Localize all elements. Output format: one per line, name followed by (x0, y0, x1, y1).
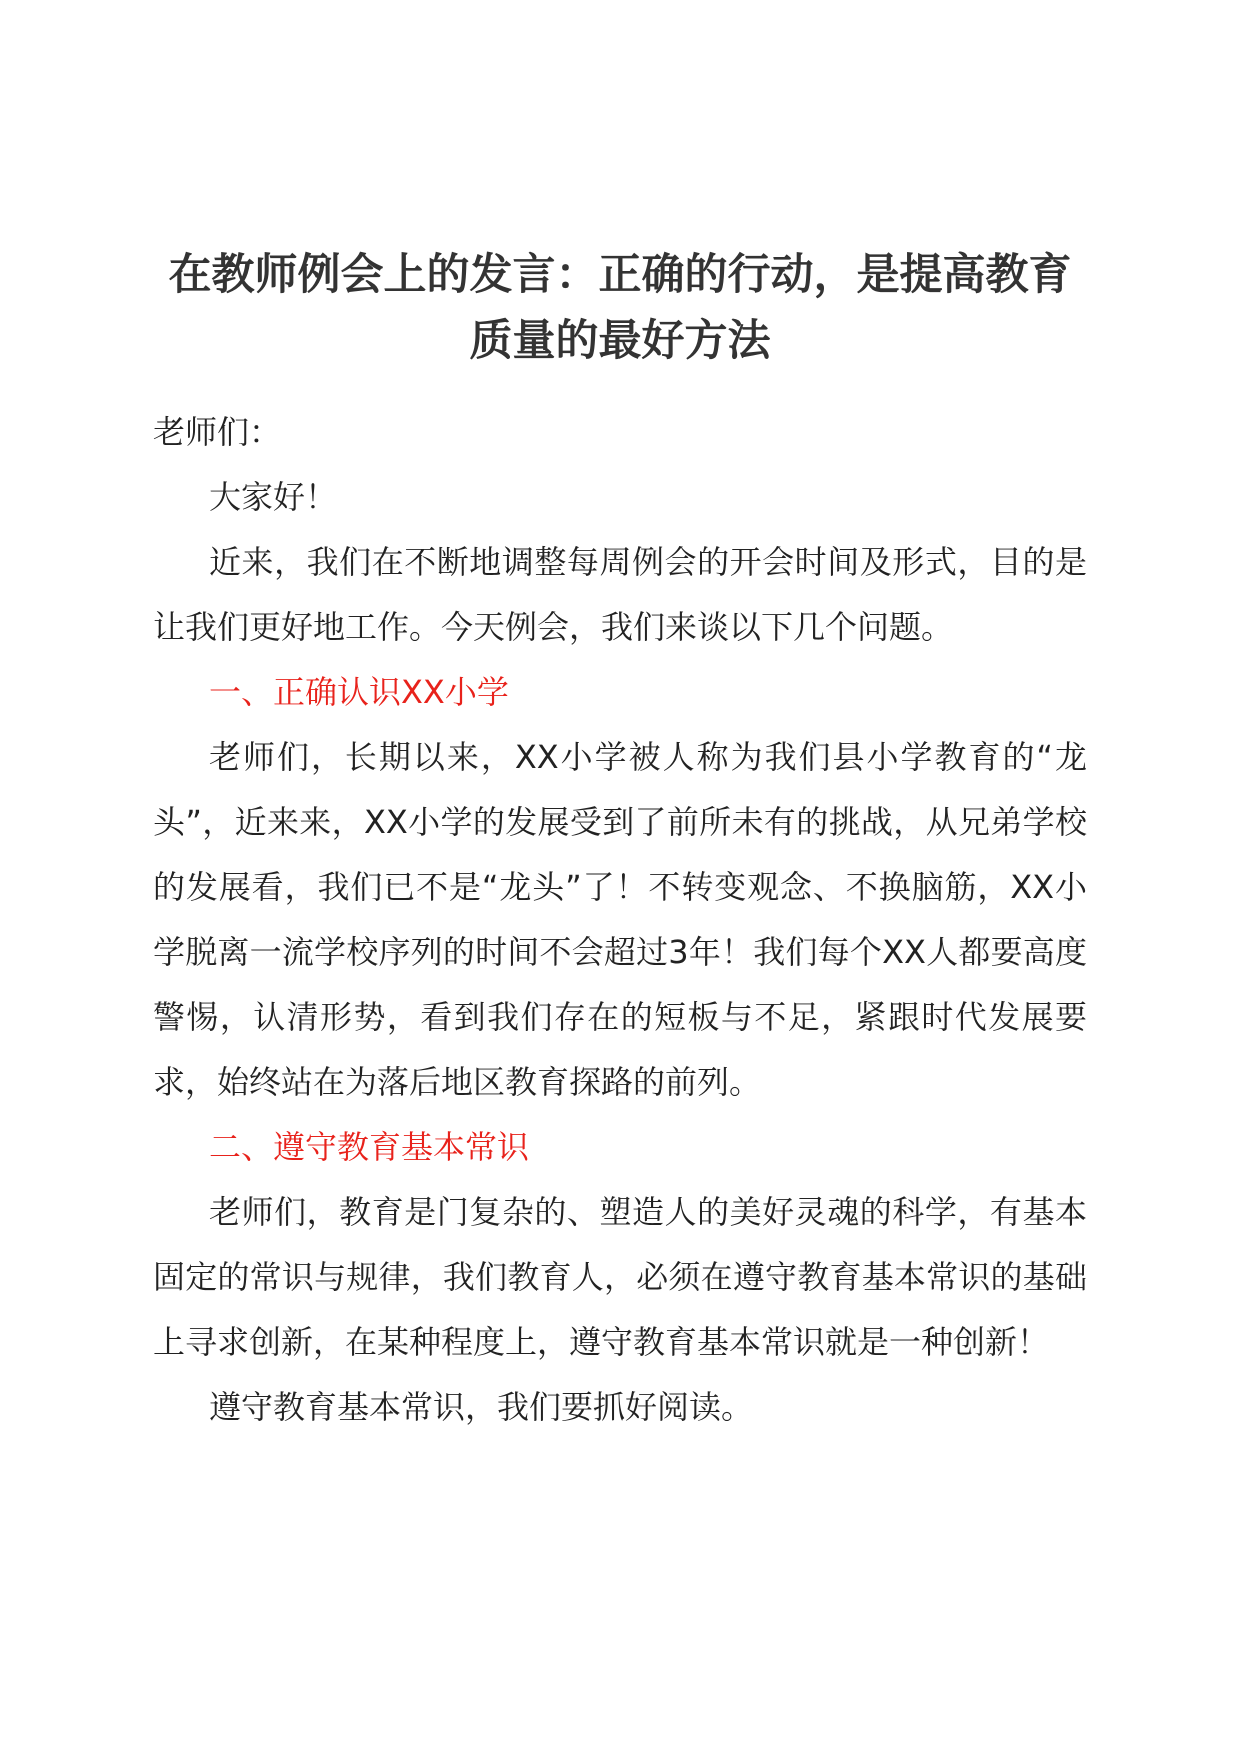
section-heading-1: 一、正确认识XX小学 (209, 673, 509, 711)
section-1-paragraph: 老师们，长期以来，XX小学被人称为我们县小学教育的“龙头”，近来来，XX小学的发展受到了前所未有的挑战，从兄弟学校的发展看，我们已不是“龙头”了！不转变观念、不换脑筋，XX小学脱离一流学校序列的时间不会超过3年！我们每个XX人都要高度警惕，认清形势，看到我们存在的短板与不足，紧跟时代发展要求，始终站在为落后地区教育探路的前列。 (153, 738, 1087, 1101)
greeting: 大家好！ (209, 478, 338, 516)
document-body (153, 400, 1087, 1440)
document-title: 在教师例会上的发言：正确的行动，是提高教育质量的最好方法 (168, 250, 1072, 366)
section-heading-2: 二、遵守教育基本常识 (209, 1128, 530, 1166)
intro-paragraph: 近来，我们在不断地调整每周例会的开会时间及形式，目的是让我们更好地工作。今天例会，我们来谈以下几个问题。 (153, 543, 1087, 646)
section-2-paragraph: 老师们，教育是门复杂的、塑造人的美好灵魂的科学，有基本固定的常识与规律，我们教育人，必须在遵守教育基本常识的基础上寻求创新，在某种程度上，遵守教育基本常识就是一种创新！ (153, 1193, 1087, 1361)
reading-paragraph: 遵守教育基本常识，我们要抓好阅读。 (209, 1388, 754, 1426)
salutation: 老师们： (153, 413, 282, 451)
